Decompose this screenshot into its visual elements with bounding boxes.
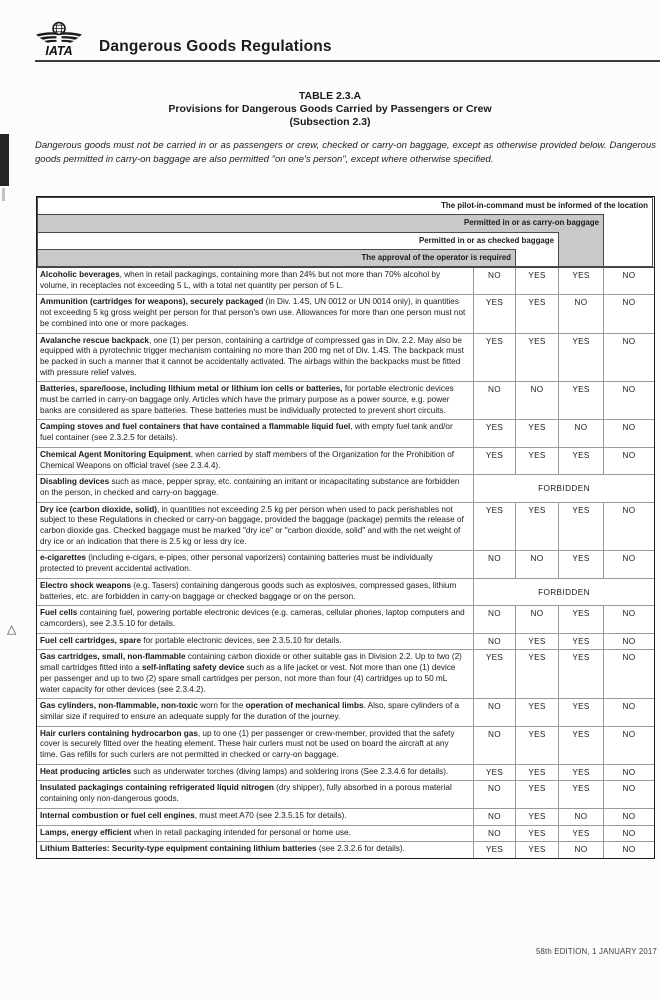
permission-cell: NO <box>474 268 516 294</box>
permission-cell: NO <box>622 729 636 739</box>
permission-cell: NO <box>474 699 516 725</box>
permission-cell: YES <box>516 826 559 842</box>
row-text-segment: (dry shipper), fully absorbed in a porous material containing only non-dangerous goods. <box>40 783 452 804</box>
permission-cell: NO <box>516 382 559 419</box>
header-step-carry-on: Permitted in or as carry-on baggage <box>37 214 604 267</box>
table-row <box>37 420 654 447</box>
row-text-segment: Batteries, spare/loose, including lithium metal or lithium ion cells or batteries, <box>40 384 343 394</box>
table-row <box>37 448 654 475</box>
row-description <box>37 382 474 419</box>
table-number: TABLE 2.3.A <box>298 90 362 102</box>
row-values <box>474 579 654 605</box>
table-row <box>37 809 654 826</box>
table-row <box>37 551 654 578</box>
row-text-segment: (in Div. 1.4S, UN 0012 or UN 0014 only), in quantities not exceeding 5 kg gross weight per person for that person's own use. Allowances for more than one person must not be combined into one or more packages. <box>40 297 466 328</box>
row-text-segment: Lamps, energy efficient <box>40 827 132 837</box>
permission-cell: NO <box>622 271 636 280</box>
row-description <box>37 809 474 825</box>
permission-cell: YES <box>516 781 559 807</box>
table-row <box>37 634 654 651</box>
permission-cell: YES <box>474 420 516 446</box>
row-values <box>474 634 654 650</box>
permission-cell: NO <box>474 382 516 419</box>
permission-cell: NO <box>474 826 516 842</box>
permission-cell: YES <box>559 503 604 551</box>
permission-cell: YES <box>516 809 559 825</box>
permission-cell: YES <box>516 842 559 858</box>
edge-mark <box>2 188 5 201</box>
row-text-segment: , with empty fuel tank and/or fuel container (see 2.3.2.5 for details). <box>40 422 453 443</box>
row-description <box>37 503 474 551</box>
permission-cell: NO <box>622 336 636 346</box>
row-values <box>474 842 654 858</box>
row-description <box>37 334 474 382</box>
edition-footer: 58th EDITION, 1 JANUARY 2017 <box>535 947 657 956</box>
permission-cell: YES <box>559 826 604 842</box>
row-description <box>37 475 474 501</box>
row-text-segment: containing fuel, powering portable electronic devices (e.g. cameras, cellular phones, laptop computers and camcorders), see 2.3.5.10 for details. <box>40 608 465 628</box>
row-text-segment: Insulated packagings containing refrigerated liquid nitrogen <box>40 783 274 793</box>
table-row <box>37 727 654 765</box>
row-values <box>474 475 654 501</box>
table-row <box>37 650 654 699</box>
permission-cell: NO <box>622 636 636 646</box>
permission-cell: YES <box>559 551 604 577</box>
permission-cell: NO <box>559 842 604 858</box>
table-row <box>37 765 654 782</box>
permission-cell: YES <box>559 448 604 474</box>
row-text-segment: Dry ice (carbon dioxide, solid) <box>40 504 157 514</box>
row-text-segment: Chemical Agent Monitoring Equipment <box>40 449 191 459</box>
row-text-segment: such as underwater torches (diving lamps) and soldering irons (See 2.3.4.6 for details). <box>131 766 449 776</box>
row-text-segment: Ammunition (cartridges for weapons), securely packaged <box>40 297 264 307</box>
permission-cell: NO <box>516 606 559 632</box>
permission-cell: NO <box>474 727 516 764</box>
table-title: Provisions for Dangerous Goods Carried by Passengers or Crew <box>168 103 492 115</box>
row-values <box>474 699 654 725</box>
permission-cell: YES <box>516 727 559 764</box>
row-text-segment: , one (1) per person, containing a cartridge of compressed gas in Div. 2.2. May also be equipped with a pyrotechnic trigger mechanism containing no more than 200 mg net of Div. 1.4S. The backpack must be packed in such a manner that it cannot be accidentally activated. The airbags within the backpacks must be fitted with pressure relief valves. <box>40 335 464 377</box>
permission-cell: YES <box>474 650 516 698</box>
permission-cell: NO <box>559 809 604 825</box>
permission-cell: YES <box>559 699 604 725</box>
table-row <box>37 579 654 606</box>
permission-cell: YES <box>559 650 604 698</box>
permission-cell: NO <box>474 606 516 632</box>
permission-cell: YES <box>474 295 516 332</box>
row-text-segment: , when carried by staff members of the Organization for the Prohibition of Chemical Weapons on official travel (see 2.3.4.4). <box>40 449 455 470</box>
permission-cell: NO <box>622 609 636 619</box>
row-values <box>474 809 654 825</box>
row-text-segment: such as a life jacket or vest. Not more than one (1) device per passenger and up to two (2) spare small cartridges per person, not more than four (4) cartridges up to 50 mL water capacity for other devices (see 2.3.4.2). <box>40 663 456 694</box>
table-row <box>37 699 654 726</box>
permission-cell: YES <box>516 634 559 650</box>
permission-cell: YES <box>474 503 516 551</box>
row-text-segment: (see 2.3.2.6 for details). <box>316 844 405 854</box>
permission-cell: NO <box>474 781 516 807</box>
permission-cell: NO <box>474 551 516 577</box>
row-description <box>37 826 474 842</box>
row-text-segment: e-cigarettes <box>40 553 86 563</box>
permission-cell: NO <box>622 784 636 794</box>
table-row <box>37 295 654 333</box>
permission-cell: YES <box>559 606 604 632</box>
permission-cell: NO <box>622 385 636 395</box>
permission-cell: YES <box>516 699 559 725</box>
permission-cell: YES <box>559 634 604 650</box>
table-row <box>37 382 654 420</box>
row-values <box>474 781 654 807</box>
permission-cell: YES <box>516 650 559 698</box>
row-text-segment: Camping stoves and fuel containers that have contained a flammable liquid fuel <box>40 422 351 432</box>
row-text-segment: for portable electronic devices, see 2.3.5.10 for details. <box>141 635 342 645</box>
table-row <box>37 475 654 502</box>
row-text-segment: Gas cylinders, non-flammable, non-toxic <box>40 701 198 711</box>
permission-cell: NO <box>622 554 636 564</box>
row-text-segment: . Also, spare cylinders of a similar size if required to ensure an adequate supply for the duration of the journey. <box>40 701 460 721</box>
permission-cell: NO <box>622 702 636 712</box>
row-description <box>37 727 474 764</box>
permission-cell: YES <box>559 382 604 419</box>
row-values <box>474 765 654 781</box>
permission-cell: NO <box>622 845 636 855</box>
row-description <box>37 551 474 577</box>
permission-cell: YES <box>559 765 604 781</box>
permission-cell: YES <box>559 268 604 294</box>
table-header <box>37 197 654 267</box>
permission-cell: NO <box>622 811 636 821</box>
row-text-segment: Lithium Batteries: Security-type equipment containing lithium batteries <box>40 844 317 854</box>
document-header <box>35 20 332 58</box>
row-text-segment: when in retail packaging intended for personal or home use. <box>131 827 351 837</box>
table-row <box>37 334 654 383</box>
row-description <box>37 634 474 650</box>
table-row <box>37 268 654 295</box>
row-values <box>474 268 654 294</box>
row-values <box>474 295 654 332</box>
permission-cell: NO <box>474 809 516 825</box>
header-rule <box>35 60 660 62</box>
forbidden-label: FORBIDDEN <box>538 483 590 493</box>
row-text-segment: operation of mechanical limbs <box>245 701 364 711</box>
row-text-segment: (including e-cigars, e-pipes, other personal vaporizers) containing batteries must be individually protected to prevent accidental activation. <box>40 553 433 574</box>
permission-cell: YES <box>516 268 559 294</box>
permission-cell: NO <box>622 653 636 663</box>
row-text-segment: worn for the <box>197 701 246 711</box>
row-text-segment: Internal combustion or fuel cell engines <box>40 810 195 820</box>
table-row <box>37 606 654 633</box>
row-description <box>37 268 474 294</box>
table-row <box>37 781 654 808</box>
row-text-segment: Gas cartridges, small, non-flammable <box>40 652 186 662</box>
row-description <box>37 765 474 781</box>
permission-cell: NO <box>559 420 604 446</box>
row-description <box>37 579 474 605</box>
header-step-checked: Permitted in or as checked baggage <box>37 232 559 267</box>
forbidden-label: FORBIDDEN <box>538 587 590 597</box>
iata-logo-icon <box>35 20 83 58</box>
permission-cell: YES <box>516 420 559 446</box>
permission-cell: YES <box>474 765 516 781</box>
row-text-segment: Fuel cell cartridges, spare <box>40 635 142 645</box>
permission-cell: NO <box>622 298 636 308</box>
permission-cell: YES <box>474 448 516 474</box>
permission-cell: YES <box>516 295 559 332</box>
permission-cell: YES <box>559 781 604 807</box>
table-row <box>37 826 654 843</box>
row-description <box>37 448 474 474</box>
row-text-segment: Electro shock weapons <box>40 580 132 590</box>
row-text-segment: self-inflating safety device <box>141 663 245 673</box>
row-text-segment: Alcoholic beverages <box>40 270 120 279</box>
row-description <box>37 781 474 807</box>
permission-cell: NO <box>622 450 636 460</box>
row-values <box>474 334 654 382</box>
row-text-segment: Disabling devices <box>40 477 110 487</box>
permission-cell: NO <box>622 505 636 515</box>
permission-cell: YES <box>516 334 559 382</box>
row-description <box>37 650 474 698</box>
row-text-segment: Avalanche rescue backpack <box>40 335 149 345</box>
row-text-segment: (e.g. Tasers) containing dangerous goods such as explosives, compressed gases, lithium batteries, etc. are forbidden in carry-on baggage or checked baggage or on the person. <box>40 580 457 601</box>
permission-cell: YES <box>516 503 559 551</box>
row-text-segment: , when in retail packagings, containing more than 24% but not more than 70% alcohol by volume, in receptacles not exceeding 5 L, with a total net quantity per person of 5 L. <box>40 270 441 290</box>
table-subsection: (Subsection 2.3) <box>289 116 371 128</box>
permission-cell: YES <box>516 448 559 474</box>
table-body <box>37 267 654 858</box>
header-step-pilot-in-command: The pilot-in-command must be informed of the location <box>37 197 653 267</box>
header-step-operator-approval: The approval of the operator is required <box>37 249 516 267</box>
permission-cell: YES <box>516 765 559 781</box>
row-text-segment: Heat producing articles <box>40 766 131 776</box>
row-values <box>474 503 654 551</box>
row-description <box>37 606 474 632</box>
row-values <box>474 420 654 446</box>
row-text-segment: for portable electronic devices must be carried in carry-on baggage only. Articles which have the primary purpose as a power source, e.g. power banks are considered as spare batteries. These batteries must be individually protected to prevent short circuits. <box>40 384 454 415</box>
row-values <box>474 382 654 419</box>
row-values <box>474 448 654 474</box>
permission-cell: YES <box>474 334 516 382</box>
row-text-segment: such as mace, pepper spray, etc. containing an irritant or incapacitating substance are forbidden on the person, in checked and carry-on baggage. <box>40 477 460 497</box>
row-text-segment: Fuel cells <box>40 608 78 618</box>
row-description <box>37 699 474 725</box>
doc-title: Dangerous Goods Regulations <box>99 38 332 55</box>
permission-cell: NO <box>516 551 559 577</box>
table-row <box>37 842 654 858</box>
table-title-block <box>0 90 660 129</box>
row-text-segment: , up to one (1) per passenger or crew-member, provided that the safety cover is securely fitted over the heating element. These hair curlers must not be used on board the aircraft at any time. Gas refills for such curlers are not permitted in checked or carry-on baggage. <box>40 728 455 760</box>
table-row <box>37 503 654 552</box>
intro-paragraph: Dangerous goods must not be carried in or as passengers or crew, checked or carry-on baggage, except as otherwise provided below. Dangerous goods permitted in carry-on baggage are also permitted "on one's person", except where otherwise specified. <box>35 140 656 165</box>
permission-cell: YES <box>559 727 604 764</box>
row-values <box>474 826 654 842</box>
row-description <box>37 842 474 858</box>
permission-cell: NO <box>474 634 516 650</box>
permission-cell: NO <box>622 828 636 838</box>
permission-cell: YES <box>474 842 516 858</box>
section-thumb-tab <box>0 134 9 186</box>
row-values <box>474 606 654 632</box>
row-text-segment: containing carbon dioxide or other suitable gas in Division 2.2. Up to two (2) small cartridges fitted into a <box>40 652 462 673</box>
row-text-segment: , must meet A70 (see 2.3.5.15 for details). <box>194 810 347 820</box>
row-text-segment: Hair curlers containing hydrocarbon gas <box>40 728 198 738</box>
permission-cell: NO <box>622 767 636 777</box>
change-marker-icon: △ <box>7 622 17 636</box>
row-values <box>474 650 654 698</box>
permission-cell: NO <box>622 423 636 433</box>
dgr-table <box>36 196 655 859</box>
row-text-segment: , in quantities not exceeding 2.5 kg per person when used to pack perishables not subject to these Regulations in checked or carry-on baggage, provided the baggage (package) permits the release of carbon dioxide gas. Checked baggage must be marked "dry ice" or "carbon dioxide, solid" and with the net weight of dry ice or an indication that there is 2.5 kg or less dry ice. <box>40 504 464 546</box>
permission-cell: NO <box>559 295 604 332</box>
row-values <box>474 551 654 577</box>
iata-logo-text: IATA <box>45 44 73 58</box>
permission-cell: YES <box>559 334 604 382</box>
row-values <box>474 727 654 764</box>
row-description <box>37 295 474 332</box>
row-description <box>37 420 474 446</box>
